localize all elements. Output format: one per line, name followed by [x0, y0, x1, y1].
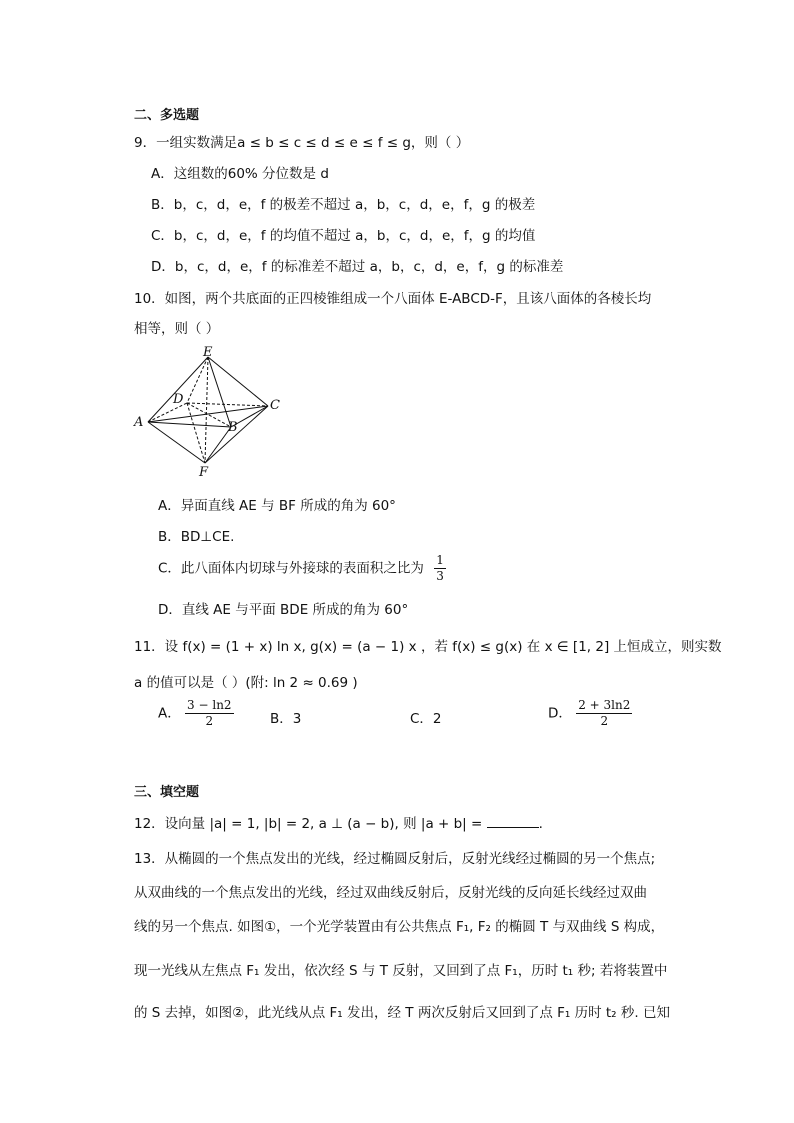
q11-stem-line1: 11．设 f(x) = (1 + x) ln x, g(x) = (a − 1) x ，若 f(x) ≤ g(x) 在 x ∈ [1, 2] 上恒成立，则实数 — [134, 639, 722, 655]
q10-stem-line2: 相等，则（ ） — [134, 321, 220, 337]
q11-option-a-label: A． — [158, 705, 181, 722]
q13-line1: 13．从椭圆的一个焦点发出的光线，经过椭圆反射后，反射光线经过椭圆的另一个焦点; — [134, 851, 656, 867]
edge-ed-hidden — [187, 357, 208, 403]
q11-option-d — [548, 698, 632, 729]
vertex-label-d: D — [173, 392, 184, 407]
q12-stem — [134, 812, 543, 832]
q11-option-b: B．3 — [270, 711, 302, 727]
q10-option-d: D．直线 AE 与平面 BDE 所成的角为 60° — [158, 602, 409, 618]
section-title-multiple-choice: 二、多选题 — [134, 108, 200, 123]
q9-option-a: A．这组数的60% 分位数是 d — [151, 166, 329, 182]
edge-ab — [148, 422, 231, 427]
edge-dc-hidden — [187, 403, 268, 406]
vertex-label-b: B — [228, 420, 238, 435]
q10-option-a: A．异面直线 AE 与 BF 所成的角为 60° — [158, 498, 396, 514]
fraction-numerator: 2 + 3ln2 — [578, 698, 631, 712]
q12-text: 12．设向量 |a| = 1, |b| = 2, a ⊥ (a − b), 则 |a + b| = — [134, 816, 483, 832]
fraction-numerator: 1 — [436, 553, 444, 567]
answer-blank — [487, 815, 539, 828]
q13-line5: 的 S 去掉，如图②，此光线从点 F₁ 发出，经 T 两次反射后又回到了点 F₁ 历时 t₂ 秒. 已知 — [134, 1005, 670, 1021]
q10-option-b: B．BD⊥CE. — [158, 529, 235, 545]
vertex-label-f: F — [199, 465, 209, 480]
fraction-denominator: 2 — [600, 714, 609, 728]
q13-line4: 现一光线从左焦点 F₁ 发出，依次经 S 与 T 反射，又回到了点 F₁，历时 t₁ 秒; 若将装置中 — [134, 963, 668, 979]
fraction-denominator: 3 — [436, 569, 444, 583]
q10-option-c-text: C．此八面体内切球与外接球的表面积之比为 — [158, 560, 424, 577]
fraction-denominator: 2 — [205, 714, 214, 728]
q13-line2: 从双曲线的一个焦点发出的光线，经过双曲线反射后，反射光线的反向延长线经过双曲 — [134, 885, 647, 901]
q9-option-c: C．b，c，d，e，f 的均值不超过 a，b，c，d，e，f，g 的均值 — [151, 228, 536, 244]
q12-period: . — [538, 816, 543, 832]
edge-ec — [208, 357, 268, 406]
edge-df-hidden — [187, 403, 205, 463]
edge-ef-hidden — [205, 357, 208, 463]
q9-option-b: B．b，c，d，e，f 的极差不超过 a，b，c，d，e，f，g 的极差 — [151, 197, 536, 213]
q13-line3: 线的另一个焦点. 如图①，一个光学装置由有公共焦点 F₁, F₂ 的椭圆 T 与双曲线 S 构成， — [134, 919, 665, 935]
fraction-numerator: 3 − ln2 — [187, 698, 232, 712]
q9-option-d: D．b，c，d，e，f 的标准差不超过 a，b，c，d，e，f，g 的标准差 — [151, 259, 564, 275]
octahedron-figure — [128, 345, 288, 480]
vertex-label-e: E — [203, 345, 213, 360]
edge-ea — [148, 357, 208, 422]
edge-ac — [148, 406, 268, 422]
vertex-label-a: A — [134, 415, 144, 430]
q11-option-c: C．2 — [410, 711, 442, 727]
q11-stem-line2: a 的值可以是（ ）(附: ln 2 ≈ 0.69 ) — [134, 675, 358, 691]
q9-stem: 9．一组实数满足a ≤ b ≤ c ≤ d ≤ e ≤ f ≤ g，则（ ） — [134, 135, 470, 151]
q10-option-c — [158, 553, 446, 584]
q11-option-a — [158, 698, 234, 729]
q11-option-d-label: D． — [548, 705, 572, 722]
vertex-label-c: C — [270, 398, 280, 413]
edge-af — [148, 422, 205, 463]
q11-option-a-fraction — [185, 698, 234, 729]
section-title-fill-in: 三、填空题 — [134, 785, 200, 800]
q10-option-c-fraction — [434, 553, 446, 584]
q10-stem-line1: 10．如图，两个共底面的正四棱锥组成一个八面体 E-ABCD-F，且该八面体的各棱长均 — [134, 291, 652, 307]
q11-option-d-fraction — [576, 698, 632, 729]
